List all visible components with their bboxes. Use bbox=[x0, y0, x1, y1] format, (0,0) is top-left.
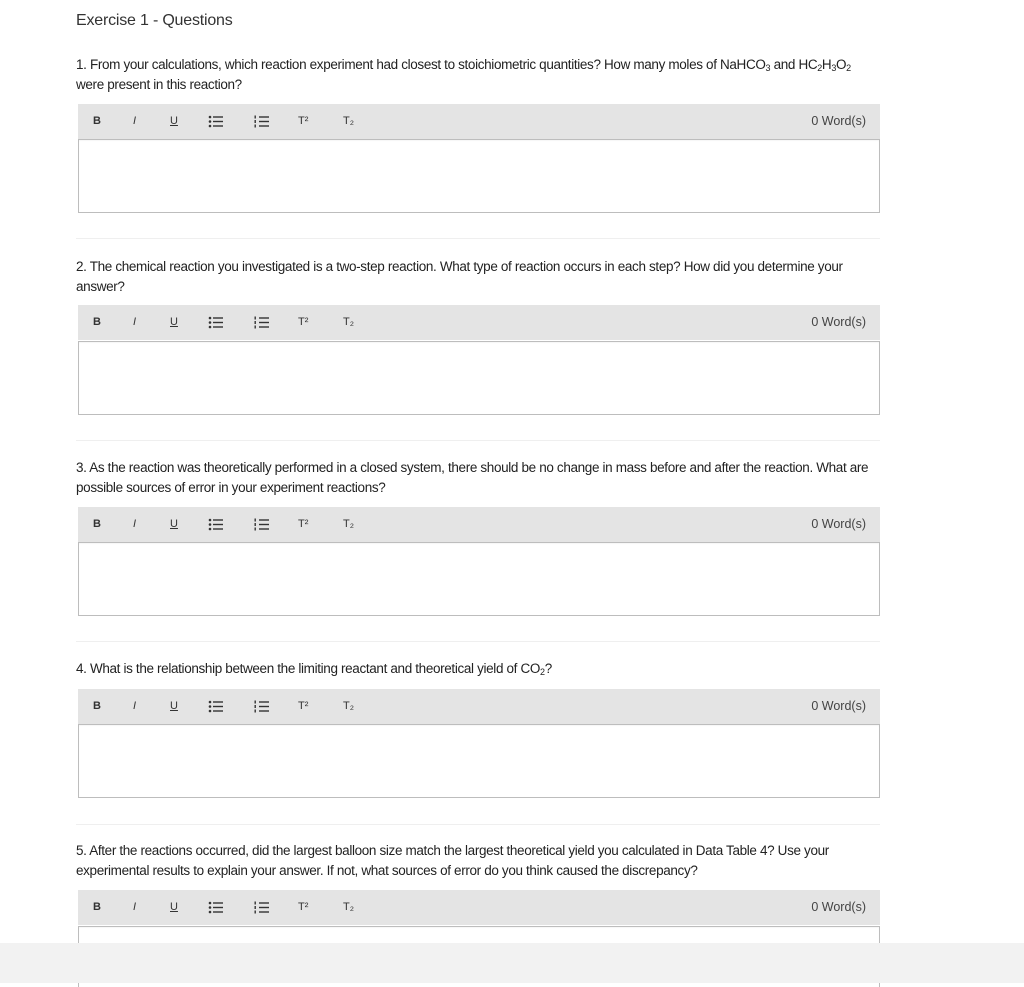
answer-input-1[interactable] bbox=[78, 139, 880, 213]
bullet-list-icon[interactable] bbox=[208, 689, 223, 724]
numbered-list-icon[interactable] bbox=[254, 305, 269, 340]
subscript-button[interactable]: T₂ bbox=[343, 901, 354, 913]
subscript-button[interactable]: T₂ bbox=[343, 518, 354, 530]
subscript-button[interactable]: T₂ bbox=[343, 700, 354, 712]
word-count: 0 Word(s) bbox=[811, 315, 866, 329]
numbered-list-icon[interactable] bbox=[254, 104, 269, 139]
bullet-list-icon[interactable] bbox=[208, 305, 223, 340]
superscript-button[interactable]: T² bbox=[298, 700, 309, 712]
answer-input-3[interactable] bbox=[78, 542, 880, 616]
underline-button[interactable]: U bbox=[170, 700, 178, 712]
bold-button[interactable]: B bbox=[93, 901, 101, 913]
subscript-button[interactable]: T₂ bbox=[343, 115, 354, 127]
divider bbox=[76, 440, 880, 441]
question-5 bbox=[76, 841, 880, 914]
superscript-button[interactable]: T² bbox=[298, 115, 309, 127]
italic-button[interactable]: I bbox=[133, 901, 137, 913]
editor-toolbar bbox=[78, 890, 880, 925]
italic-button[interactable]: I bbox=[133, 316, 137, 328]
word-count: 0 Word(s) bbox=[811, 900, 866, 914]
word-count: 0 Word(s) bbox=[811, 699, 866, 713]
question-3 bbox=[76, 458, 880, 531]
underline-button[interactable]: U bbox=[170, 901, 178, 913]
italic-button[interactable]: I bbox=[133, 700, 137, 712]
word-count: 0 Word(s) bbox=[811, 517, 866, 531]
italic-button[interactable]: I bbox=[133, 518, 137, 530]
numbered-list-icon[interactable] bbox=[254, 890, 269, 925]
bold-button[interactable]: B bbox=[93, 115, 101, 127]
divider bbox=[76, 824, 880, 825]
bullet-list-icon[interactable] bbox=[208, 890, 223, 925]
superscript-button[interactable]: T² bbox=[298, 316, 309, 328]
footer-bar bbox=[0, 943, 1024, 983]
bold-button[interactable]: B bbox=[93, 518, 101, 530]
bold-button[interactable]: B bbox=[93, 316, 101, 328]
editor-toolbar bbox=[78, 689, 880, 724]
question-4 bbox=[76, 659, 880, 713]
italic-button[interactable]: I bbox=[133, 115, 137, 127]
question-4-text: 4. What is the relationship between the limiting reactant and theoretical yield of $CO_2$? bbox=[76, 661, 552, 677]
page-title: Exercise 1 - Questions bbox=[76, 12, 233, 29]
superscript-button[interactable]: T² bbox=[298, 518, 309, 530]
underline-button[interactable]: U bbox=[170, 115, 178, 127]
bold-button[interactable]: B bbox=[93, 700, 101, 712]
numbered-list-icon[interactable] bbox=[254, 689, 269, 724]
answer-input-2[interactable] bbox=[78, 341, 880, 415]
numbered-list-icon[interactable] bbox=[254, 507, 269, 542]
question-1-text: 1. From your calculations, which reaction experiment had closest to stoichiometric quantities? How many moles of NaHCO$_3$ and $HC_2H_3O_2$ were present in this reaction? bbox=[76, 57, 851, 92]
question-5-text: 5. After the reactions occurred, did the largest balloon size match the largest theoretical yield you calculated in Data Table 4? Use your experimental results to explain your answer. If not, what sources of error do you think caused the discrepancy? bbox=[76, 843, 829, 878]
superscript-button[interactable]: T² bbox=[298, 901, 309, 913]
editor-toolbar bbox=[78, 507, 880, 542]
subscript-button[interactable]: T₂ bbox=[343, 316, 354, 328]
divider bbox=[76, 238, 880, 239]
bullet-list-icon[interactable] bbox=[208, 507, 223, 542]
question-3-text: 3. As the reaction was theoretically performed in a closed system, there should be no change in mass before and after the reaction. What are possible sources of error in your experiment reactions? bbox=[76, 460, 869, 495]
underline-button[interactable]: U bbox=[170, 316, 178, 328]
question-2 bbox=[76, 257, 880, 329]
bullet-list-icon[interactable] bbox=[208, 104, 223, 139]
question-1 bbox=[76, 55, 880, 128]
editor-toolbar bbox=[78, 305, 880, 340]
word-count: 0 Word(s) bbox=[811, 114, 866, 128]
editor-toolbar bbox=[78, 104, 880, 139]
divider bbox=[76, 641, 880, 642]
question-2-text: 2. The chemical reaction you investigated is a two-step reaction. What type of reaction occurs in each step? How did you determine your answer? bbox=[76, 259, 843, 294]
answer-input-4[interactable] bbox=[78, 724, 880, 798]
underline-button[interactable]: U bbox=[170, 518, 178, 530]
